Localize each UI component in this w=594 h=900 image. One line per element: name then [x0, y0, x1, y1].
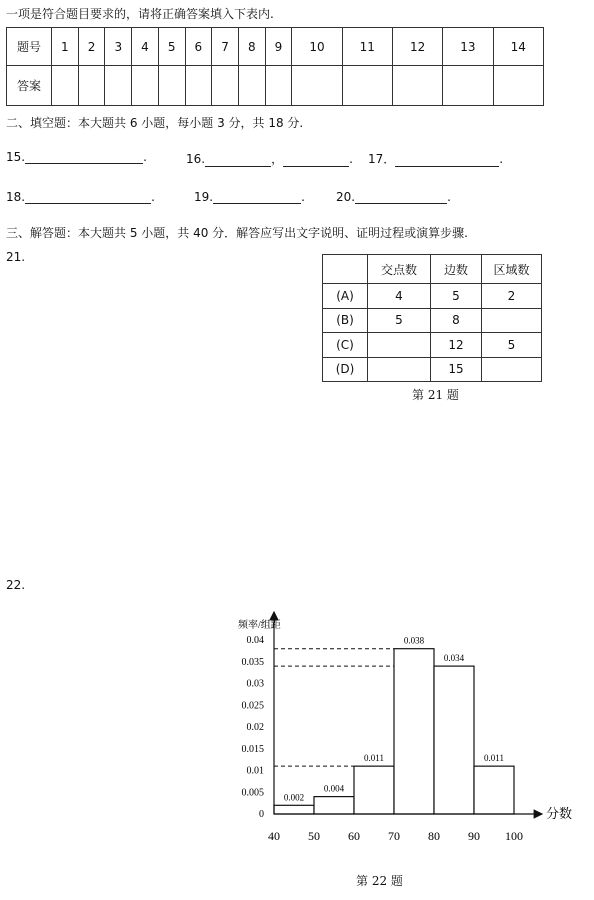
question-number: 2	[78, 28, 105, 66]
answer-cell[interactable]	[493, 66, 543, 106]
section2-heading: 二、填空题：本大题共 6 小题，每小题 3 分，共 18 分.	[6, 116, 304, 130]
q17-line	[368, 150, 503, 167]
q21-row	[323, 308, 542, 332]
question-number: 4	[132, 28, 159, 66]
q21-cell: 15	[431, 357, 482, 381]
x-tick-label: 50	[308, 829, 320, 843]
q22-number: 22.	[6, 578, 26, 592]
q19-line	[194, 190, 305, 204]
answer-cell[interactable]	[78, 66, 105, 106]
question-number: 12	[392, 28, 442, 66]
x-tick-label: 90	[468, 829, 480, 843]
q21-header-cell: 交点数	[368, 255, 431, 284]
bar-value-label: 0.011	[484, 753, 504, 764]
q20-line	[336, 190, 451, 204]
q21-cell: 5	[482, 333, 542, 357]
q19-period: .	[301, 190, 305, 204]
q21-cell: 4	[368, 284, 431, 308]
histogram-bar	[354, 766, 394, 814]
q21-cell[interactable]	[368, 357, 431, 381]
q16-blank-2[interactable]	[283, 154, 349, 167]
q20-period: .	[447, 190, 451, 204]
histogram-bar	[434, 666, 474, 814]
answer-cell[interactable]	[443, 66, 493, 106]
q16-comma: ，	[271, 152, 284, 166]
bar-value-label: 0.004	[323, 783, 345, 794]
y-axis-label: 频率/组距	[238, 620, 281, 631]
x-tick-label: 100	[505, 829, 523, 843]
q16-number: 16.	[186, 152, 206, 166]
answer-cell[interactable]	[238, 66, 265, 106]
question-number: 6	[185, 28, 212, 66]
y-tick-label: 0.02	[246, 722, 264, 733]
q22-caption: 第 22 题	[356, 874, 403, 888]
answer-cell[interactable]	[132, 66, 159, 106]
y-tick-label: 0.04	[246, 635, 264, 646]
histogram-bar	[314, 797, 354, 814]
q21-row	[323, 357, 542, 381]
q21-cell: 2	[482, 284, 542, 308]
answer-table	[6, 27, 544, 106]
q18-line	[6, 190, 155, 204]
question-number: 13	[443, 28, 493, 66]
answer-cell[interactable]	[265, 66, 292, 106]
q21-caption: 第 21 题	[412, 388, 459, 402]
q21-row	[323, 333, 542, 357]
y-tick-label: 0	[259, 809, 264, 820]
q15-blank[interactable]	[25, 151, 143, 164]
answer-cell[interactable]	[392, 66, 442, 106]
question-number: 7	[212, 28, 239, 66]
q21-table	[322, 254, 542, 382]
q15-line	[6, 150, 147, 164]
histogram-bar	[474, 766, 514, 814]
bar-value-label: 0.011	[364, 753, 384, 764]
q21-row	[323, 284, 542, 308]
q21-cell[interactable]	[482, 308, 542, 332]
q21-cell[interactable]	[482, 357, 542, 381]
histogram-bar	[394, 649, 434, 814]
question-number: 10	[292, 28, 342, 66]
q20-number: 20.	[336, 190, 356, 204]
q21-cell: 8	[431, 308, 482, 332]
histogram-bar	[274, 805, 314, 814]
answer-cell[interactable]	[292, 66, 342, 106]
q21-cell: (D)	[323, 357, 368, 381]
question-number: 8	[238, 28, 265, 66]
q21-cell: 12	[431, 333, 482, 357]
question-number: 3	[105, 28, 132, 66]
q21-header-cell: 边数	[431, 255, 482, 284]
answer-table-header-row	[7, 28, 544, 66]
x-axis-label: 分数	[546, 806, 573, 821]
answer-cell[interactable]	[212, 66, 239, 106]
q21-cell: 5	[368, 308, 431, 332]
question-number-label: 题号	[7, 28, 52, 66]
q20-blank[interactable]	[355, 191, 447, 204]
answer-label: 答案	[7, 66, 52, 106]
answer-cell[interactable]	[158, 66, 185, 106]
q16-line	[186, 150, 353, 167]
question-number: 14	[493, 28, 543, 66]
q21-header-row	[323, 255, 542, 284]
q21-header-cell	[323, 255, 368, 284]
q17-period: .	[499, 152, 504, 166]
y-tick-label: 0.03	[246, 678, 264, 690]
q21-header-cell: 区域数	[482, 255, 542, 284]
section3-heading: 三、解答题：本大题共 5 小题，共 40 分．解答应写出文字说明、证明过程或演算步骤.	[6, 226, 468, 240]
answer-cell[interactable]	[52, 66, 79, 106]
q21-cell: (A)	[323, 284, 368, 308]
answer-table-answer-row	[7, 66, 544, 106]
q21-number: 21.	[6, 250, 26, 264]
q21-cell: (C)	[323, 333, 368, 357]
y-tick-label: 0.025	[241, 700, 264, 712]
y-tick-label: 0.035	[241, 656, 264, 668]
q19-number: 19.	[194, 190, 214, 204]
q18-period: .	[151, 190, 155, 204]
question-number: 11	[342, 28, 392, 66]
q17-blank[interactable]	[395, 154, 499, 167]
intro-text: 一项是符合题目要求的，请将正确答案填入下表内.	[6, 7, 274, 21]
question-number: 5	[158, 28, 185, 66]
q18-blank[interactable]	[25, 191, 151, 204]
bar-value-label: 0.002	[283, 792, 305, 803]
y-tick-label: 0.005	[241, 787, 264, 799]
question-number: 1	[52, 28, 79, 66]
x-tick-label: 60	[348, 829, 360, 843]
q15-number: 15.	[6, 150, 26, 164]
q16-blank-1[interactable]	[205, 154, 271, 167]
x-tick-label: 80	[428, 829, 440, 843]
q21-cell[interactable]	[368, 333, 431, 357]
y-tick-label: 0.015	[241, 743, 264, 755]
q21-cell: (B)	[323, 308, 368, 332]
q15-period: .	[143, 150, 147, 164]
bar-value-label: 0.038	[403, 635, 425, 646]
answer-cell[interactable]	[185, 66, 212, 106]
bar-value-label: 0.034	[443, 653, 465, 664]
answer-cell[interactable]	[105, 66, 132, 106]
q18-number: 18.	[6, 190, 26, 204]
x-tick-label: 40	[268, 829, 280, 843]
q16-period: .	[349, 152, 353, 166]
question-number: 9	[265, 28, 292, 66]
q21-cell: 5	[431, 284, 482, 308]
q17-number: 17．	[368, 152, 396, 166]
q19-blank[interactable]	[213, 191, 301, 204]
answer-cell[interactable]	[342, 66, 392, 106]
y-tick-label: 0.01	[246, 765, 264, 777]
x-tick-label: 70	[388, 829, 400, 843]
q22-histogram	[226, 608, 586, 844]
